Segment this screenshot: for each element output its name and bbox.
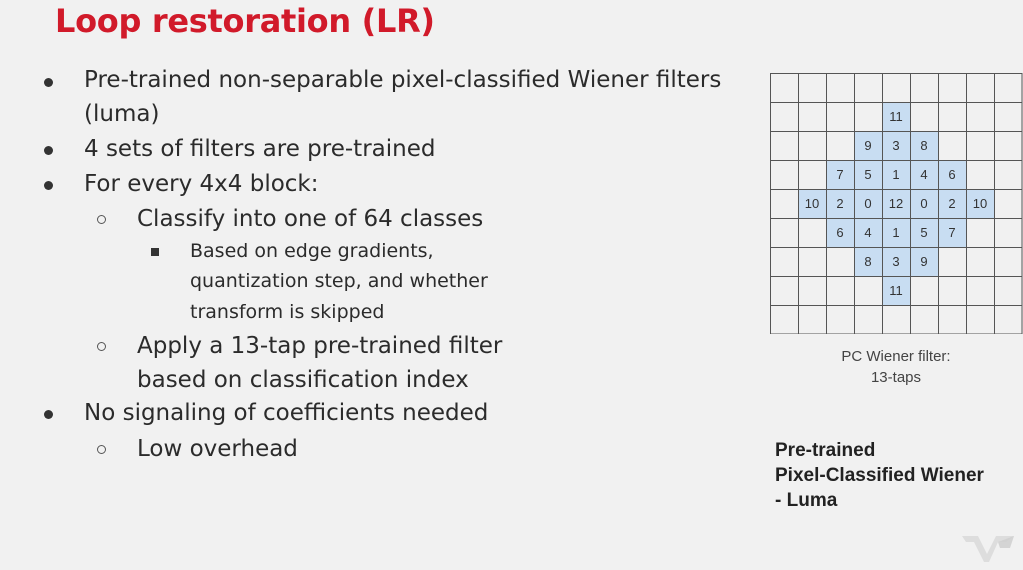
side-label-line: - Luma (775, 490, 838, 511)
sub-sub-bullet-text: Based on edge gradients, (190, 240, 434, 262)
filter-tap-label: 7 (836, 167, 844, 182)
side-label-line: Pixel-Classified Wiener (775, 465, 984, 486)
filter-tap-label: 8 (920, 138, 928, 153)
filter-tap-label: 10 (972, 196, 988, 211)
sub-sub-bullet-text: transform is skipped (190, 301, 385, 323)
filter-tap-label: 7 (948, 225, 956, 240)
bullet-marker (44, 410, 53, 419)
filter-tap-label: 3 (892, 254, 900, 269)
filter-tap-label: 3 (892, 138, 900, 153)
filter-tap-label: 10 (804, 196, 820, 211)
caption-line: 13-taps (870, 369, 922, 386)
filter-tap-label: 11 (889, 109, 903, 124)
sub-sub-bullet-marker (151, 248, 159, 256)
bullet-marker (44, 146, 53, 155)
watermark-logo-icon (960, 532, 1018, 566)
bullet-text: No signaling of coefficients needed (84, 400, 489, 426)
bullet-marker (44, 181, 53, 190)
bullet-marker (44, 78, 53, 87)
filter-tap-label: 2 (948, 196, 956, 211)
figure-caption (770, 346, 1022, 388)
filter-tap-label: 5 (864, 167, 872, 182)
sub-bullet-marker (97, 445, 106, 454)
filter-tap-label: 11 (889, 283, 903, 298)
filter-tap-label: 6 (836, 225, 844, 240)
side-label-line: Pre-trained (775, 440, 876, 461)
slide-title: Loop restoration (LR) (55, 2, 435, 40)
filter-tap-label: 4 (920, 167, 928, 182)
sub-bullet-marker (97, 342, 106, 351)
caption-line: PC Wiener filter: (841, 348, 951, 365)
sub-bullet-text: Classify into one of 64 classes (137, 206, 484, 232)
filter-tap-label: 1 (892, 167, 900, 182)
filter-tap-label: 1 (892, 225, 900, 240)
sub-bullet-marker (97, 215, 106, 224)
filter-tap-label: 9 (864, 138, 872, 153)
filter-tap-label: 6 (948, 167, 956, 182)
sub-bullet-text: Apply a 13-tap pre-trained filter (137, 333, 503, 359)
filter-tap-label: 0 (920, 196, 928, 211)
bullet-text: 4 sets of filters are pre-trained (84, 136, 436, 162)
filter-tap-label: 5 (920, 225, 928, 240)
side-label (775, 438, 984, 513)
filter-tap-label: 12 (888, 196, 904, 211)
filter-tap-label: 0 (864, 196, 872, 211)
sub-bullet-text: Low overhead (137, 436, 298, 462)
sub-sub-bullet-text: quantization step, and whether (190, 270, 488, 292)
bullet-text: (luma) (84, 101, 160, 127)
filter-tap-label: 9 (920, 254, 928, 269)
bullet-text: For every 4x4 block: (84, 171, 319, 197)
filter-tap-label: 2 (836, 196, 844, 211)
filter-tap-diagram (770, 73, 1023, 334)
filter-tap-label: 8 (864, 254, 872, 269)
filter-tap-label: 4 (864, 225, 872, 240)
wiener-filter-grid (770, 73, 1023, 334)
bullet-text: Pre-trained non-separable pixel-classified Wiener filters (84, 67, 722, 93)
sub-bullet-text: based on classification index (137, 367, 469, 393)
